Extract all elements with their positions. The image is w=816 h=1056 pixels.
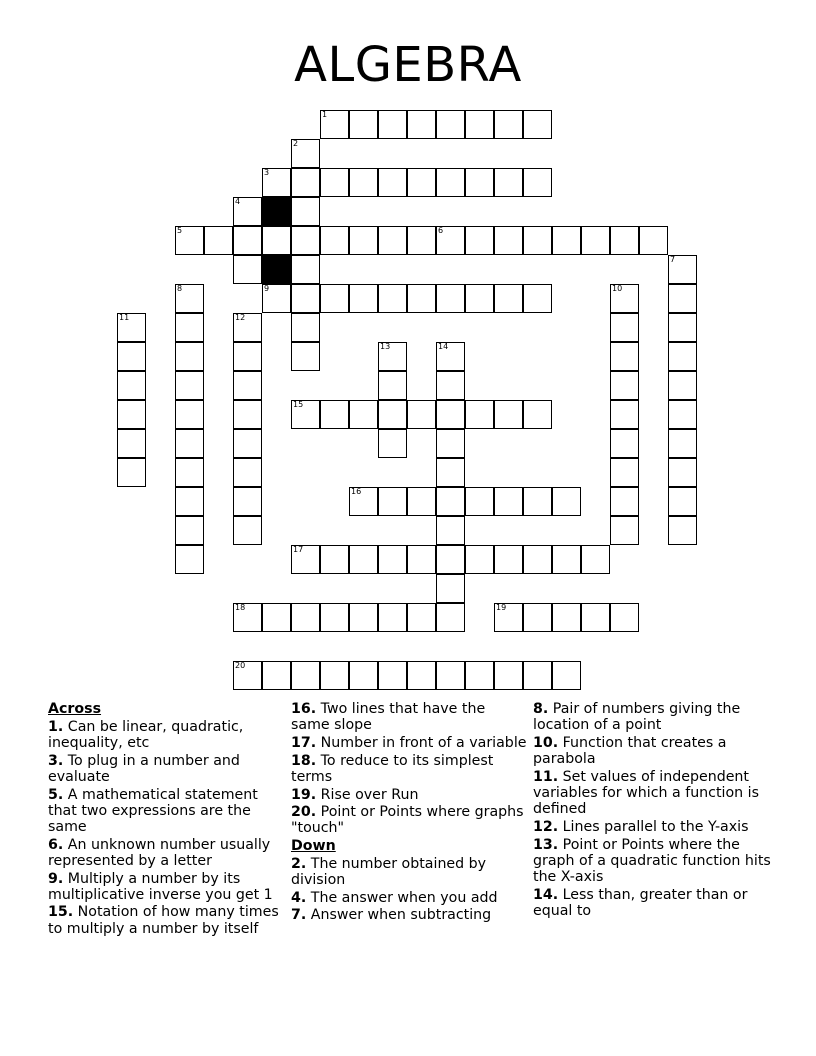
down-clue-13: 13. Point or Points where the graph of a quadratic function hits the X-axis <box>533 836 771 886</box>
grid-cell[interactable] <box>407 110 436 139</box>
grid-cell[interactable] <box>233 313 262 342</box>
grid-cell[interactable] <box>668 255 697 284</box>
grid-cell[interactable] <box>262 661 291 690</box>
grid-cell[interactable] <box>407 603 436 632</box>
grid-cell[interactable] <box>378 342 407 371</box>
grid-cell[interactable] <box>610 400 639 429</box>
clues-column-3 <box>533 701 773 921</box>
grid-cell[interactable] <box>436 226 465 255</box>
grid-cell[interactable] <box>175 545 204 574</box>
clues-column-1 <box>48 701 284 938</box>
grid-cell[interactable] <box>349 487 378 516</box>
clue-number: 6 <box>438 226 444 235</box>
grid-cell[interactable] <box>407 284 436 313</box>
grid-cell[interactable] <box>436 429 465 458</box>
grid-cell[interactable] <box>552 545 581 574</box>
grid-cell[interactable] <box>523 284 552 313</box>
clue-number: 16 <box>351 487 362 496</box>
down-clue-14: 14. Less than, greater than or equal to <box>533 886 748 919</box>
grid-cell[interactable] <box>639 226 668 255</box>
grid-cell[interactable] <box>610 429 639 458</box>
grid-cell[interactable] <box>378 284 407 313</box>
grid-cell[interactable] <box>436 458 465 487</box>
grid-cell[interactable] <box>378 226 407 255</box>
clue-number: 5 <box>177 226 183 235</box>
grid-cell[interactable] <box>610 313 639 342</box>
grid-cell[interactable] <box>436 545 465 574</box>
grid-cell[interactable] <box>291 603 320 632</box>
grid-cell[interactable] <box>494 110 523 139</box>
grid-cell[interactable] <box>262 603 291 632</box>
grid-cell[interactable] <box>552 487 581 516</box>
grid-cell[interactable] <box>668 516 697 545</box>
clues-column-2 <box>291 701 527 925</box>
clue-number: 3 <box>264 168 270 177</box>
grid-cell[interactable] <box>668 458 697 487</box>
grid-cell[interactable] <box>378 110 407 139</box>
grid-cell[interactable] <box>610 458 639 487</box>
down-clue-7: 7. Answer when subtracting <box>291 907 492 924</box>
grid-cell[interactable] <box>436 661 465 690</box>
across-clue-15: 15. Notation of how many times to multiply a number by itself <box>48 904 279 937</box>
clue-number: 8 <box>177 284 183 293</box>
grid-cell[interactable] <box>291 197 320 226</box>
grid-cell[interactable] <box>233 516 262 545</box>
grid-cell[interactable] <box>233 197 262 226</box>
grid-cell[interactable] <box>378 487 407 516</box>
grid-cell[interactable] <box>320 545 349 574</box>
grid-cell[interactable] <box>407 545 436 574</box>
grid-cell[interactable] <box>175 400 204 429</box>
grid-cell[interactable] <box>233 371 262 400</box>
grid-cell[interactable] <box>465 400 494 429</box>
grid-cell[interactable] <box>378 429 407 458</box>
grid-cell[interactable] <box>349 226 378 255</box>
across-clue-18: 18. To reduce to its simplest terms <box>291 752 494 785</box>
grid-cell[interactable] <box>378 168 407 197</box>
grid-cell[interactable] <box>407 168 436 197</box>
grid-cell[interactable] <box>581 545 610 574</box>
grid-cell[interactable] <box>175 371 204 400</box>
grid-cell[interactable] <box>610 226 639 255</box>
grid-cell[interactable] <box>349 603 378 632</box>
grid-cell[interactable] <box>668 487 697 516</box>
grid-cell[interactable] <box>291 400 320 429</box>
grid-cell[interactable] <box>262 168 291 197</box>
clue-number: 15 <box>293 400 304 409</box>
grid-cell[interactable] <box>320 661 349 690</box>
grid-cell[interactable] <box>378 371 407 400</box>
down-clue-4: 4. The answer when you add <box>291 889 498 906</box>
grid-cell[interactable] <box>610 516 639 545</box>
clue-number: 7 <box>670 255 676 264</box>
grid-cell[interactable] <box>378 603 407 632</box>
grid-cell[interactable] <box>523 545 552 574</box>
grid-cell[interactable] <box>436 168 465 197</box>
across-clue-19: 19. Rise over Run <box>291 786 419 803</box>
grid-cell[interactable] <box>668 371 697 400</box>
down-clue-10: 10. Function that creates a parabola <box>533 734 727 768</box>
grid-cell[interactable] <box>436 516 465 545</box>
grid-cell[interactable] <box>465 284 494 313</box>
grid-cell[interactable] <box>407 661 436 690</box>
grid-cell[interactable] <box>581 226 610 255</box>
grid-cell[interactable] <box>436 400 465 429</box>
across-clue-9: 9. Multiply a number by its multiplicative inverse you get 1 <box>48 870 273 903</box>
clue-number: 20 <box>235 661 246 670</box>
grid-cell[interactable] <box>117 313 146 342</box>
grid-cell[interactable] <box>610 603 639 632</box>
grid-cell[interactable] <box>291 139 320 168</box>
grid-cell[interactable] <box>552 603 581 632</box>
grid-cell[interactable] <box>233 255 262 284</box>
grid-cell[interactable] <box>378 400 407 429</box>
grid-cell[interactable] <box>349 284 378 313</box>
grid-cell[interactable] <box>175 284 204 313</box>
down-clue-11: 11. Set values of independent variables for which a function is defined <box>533 768 759 818</box>
grid-cell[interactable] <box>349 110 378 139</box>
grid-cell[interactable] <box>175 429 204 458</box>
across-heading: Across <box>48 701 102 717</box>
black-square <box>262 255 291 284</box>
clue-number: 12 <box>235 313 246 322</box>
grid-cell[interactable] <box>436 371 465 400</box>
grid-cell[interactable] <box>494 284 523 313</box>
grid-cell[interactable] <box>378 545 407 574</box>
grid-cell[interactable] <box>581 603 610 632</box>
grid-cell[interactable] <box>262 284 291 313</box>
grid-cell[interactable] <box>465 545 494 574</box>
grid-cell[interactable] <box>349 661 378 690</box>
black-square <box>262 197 291 226</box>
grid-cell[interactable] <box>668 342 697 371</box>
grid-cell[interactable] <box>494 661 523 690</box>
grid-cell[interactable] <box>117 429 146 458</box>
grid-cell[interactable] <box>436 487 465 516</box>
grid-cell[interactable] <box>320 168 349 197</box>
grid-cell[interactable] <box>523 226 552 255</box>
grid-cell[interactable] <box>233 458 262 487</box>
grid-cell[interactable] <box>117 458 146 487</box>
grid-cell[interactable] <box>175 313 204 342</box>
grid-cell[interactable] <box>175 342 204 371</box>
clue-number: 11 <box>119 313 130 322</box>
grid-cell[interactable] <box>349 168 378 197</box>
grid-cell[interactable] <box>668 313 697 342</box>
grid-cell[interactable] <box>407 226 436 255</box>
grid-cell[interactable] <box>291 226 320 255</box>
across-clue-16: 16. Two lines that have the same slope <box>291 701 486 734</box>
clue-number: 18 <box>235 603 246 612</box>
down-clue-2: 2. The number obtained by division <box>291 855 487 889</box>
grid-cell[interactable] <box>552 226 581 255</box>
grid-cell[interactable] <box>117 371 146 400</box>
grid-cell[interactable] <box>523 603 552 632</box>
grid-cell[interactable] <box>465 487 494 516</box>
clue-number: 19 <box>496 603 507 612</box>
grid-cell[interactable] <box>320 226 349 255</box>
clue-number: 9 <box>264 284 270 293</box>
grid-cell[interactable] <box>494 603 523 632</box>
grid-cell[interactable] <box>378 661 407 690</box>
across-clue-3: 3. To plug in a number and evaluate <box>48 752 240 785</box>
grid-cell[interactable] <box>610 342 639 371</box>
grid-cell[interactable] <box>291 168 320 197</box>
grid-cell[interactable] <box>320 110 349 139</box>
grid-cell[interactable] <box>523 400 552 429</box>
grid-cell[interactable] <box>552 661 581 690</box>
grid-cell[interactable] <box>291 313 320 342</box>
grid-cell[interactable] <box>465 226 494 255</box>
grid-cell[interactable] <box>175 487 204 516</box>
across-clue-17: 17. Number in front of a variable <box>291 734 527 751</box>
grid-cell[interactable] <box>291 661 320 690</box>
grid-cell[interactable] <box>233 226 262 255</box>
grid-cell[interactable] <box>233 342 262 371</box>
grid-cell[interactable] <box>320 603 349 632</box>
grid-cell[interactable] <box>494 487 523 516</box>
grid-cell[interactable] <box>291 284 320 313</box>
grid-cell[interactable] <box>349 545 378 574</box>
grid-cell[interactable] <box>494 545 523 574</box>
grid-cell[interactable] <box>291 255 320 284</box>
grid-cell[interactable] <box>436 342 465 371</box>
grid-cell[interactable] <box>436 110 465 139</box>
grid-cell[interactable] <box>668 284 697 313</box>
grid-cell[interactable] <box>233 603 262 632</box>
grid-cell[interactable] <box>436 284 465 313</box>
grid-cell[interactable] <box>668 429 697 458</box>
grid-cell[interactable] <box>668 400 697 429</box>
grid-cell[interactable] <box>349 400 378 429</box>
grid-cell[interactable] <box>233 429 262 458</box>
grid-cell[interactable] <box>436 574 465 603</box>
grid-cell[interactable] <box>494 168 523 197</box>
grid-cell[interactable] <box>175 516 204 545</box>
grid-cell[interactable] <box>320 284 349 313</box>
grid-cell[interactable] <box>523 487 552 516</box>
grid-cell[interactable] <box>465 110 494 139</box>
grid-cell[interactable] <box>291 545 320 574</box>
across-clue-20: 20. Point or Points where graphs "touch" <box>291 804 524 837</box>
grid-cell[interactable] <box>494 226 523 255</box>
grid-cell[interactable] <box>175 458 204 487</box>
clue-number: 4 <box>235 197 241 206</box>
clue-number: 13 <box>380 342 391 351</box>
clue-number: 1 <box>322 110 328 119</box>
down-heading: Down <box>291 838 336 855</box>
grid-cell[interactable] <box>233 400 262 429</box>
grid-cell[interactable] <box>436 603 465 632</box>
grid-cell[interactable] <box>523 168 552 197</box>
grid-cell[interactable] <box>233 487 262 516</box>
clue-number: 2 <box>293 139 299 148</box>
grid-cell[interactable] <box>523 110 552 139</box>
grid-cell[interactable] <box>291 342 320 371</box>
grid-cell[interactable] <box>407 400 436 429</box>
page-title: ALGEBRA <box>294 37 522 93</box>
grid-cell[interactable] <box>204 226 233 255</box>
across-clue-5: 5. A mathematical statement that two expressions are the same <box>48 786 258 835</box>
clue-number: 10 <box>612 284 623 293</box>
down-clue-12: 12. Lines parallel to the Y-axis <box>533 818 749 835</box>
grid-cell[interactable] <box>262 226 291 255</box>
across-clue-6: 6. An unknown number usually represented by a letter <box>48 836 271 869</box>
grid-cell[interactable] <box>465 168 494 197</box>
grid-cell[interactable] <box>610 284 639 313</box>
grid-cell[interactable] <box>465 661 494 690</box>
grid-cell[interactable] <box>320 400 349 429</box>
grid-cell[interactable] <box>233 661 262 690</box>
clue-number: 14 <box>438 342 449 351</box>
grid-cell[interactable] <box>523 661 552 690</box>
clue-number: 17 <box>293 545 304 554</box>
down-clue-8: 8. Pair of numbers giving the location of a point <box>533 701 741 734</box>
grid-cell[interactable] <box>610 487 639 516</box>
grid-cell[interactable] <box>175 226 204 255</box>
grid-cell[interactable] <box>117 400 146 429</box>
grid-cell[interactable] <box>610 371 639 400</box>
grid-cell[interactable] <box>117 342 146 371</box>
grid-cell[interactable] <box>407 487 436 516</box>
across-clue-1: 1. Can be linear, quadratic, inequality, etc <box>48 718 244 751</box>
grid-cell[interactable] <box>494 400 523 429</box>
